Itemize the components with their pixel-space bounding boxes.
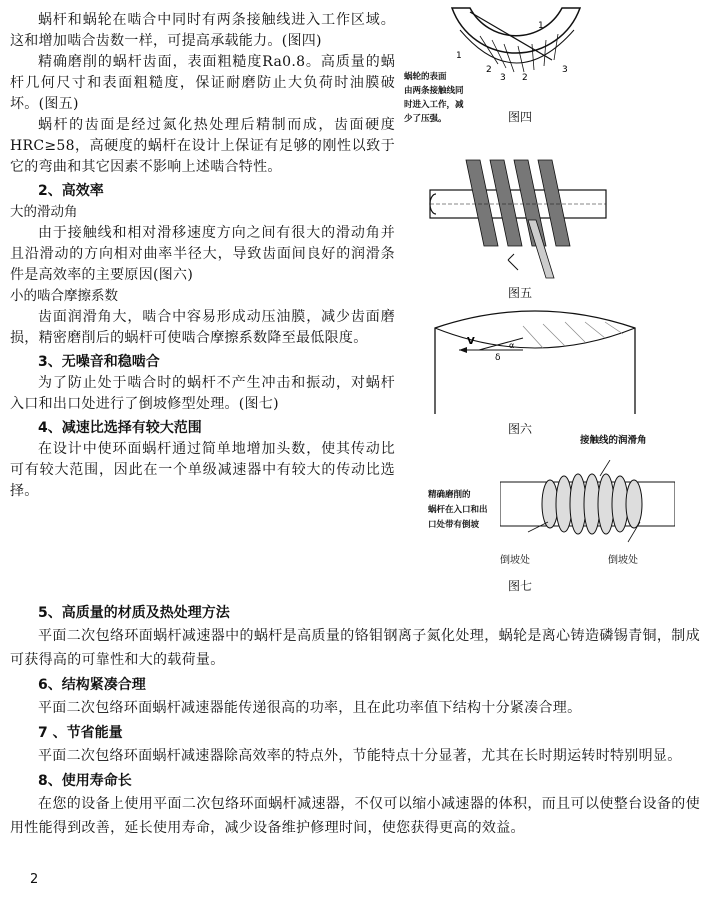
fig6-label: δ bbox=[495, 353, 501, 363]
fig4-label: 2 bbox=[522, 73, 528, 83]
section-heading: 6、结构紧凑合理 bbox=[38, 677, 146, 693]
section-heading: 7 、节省能量 bbox=[38, 725, 123, 741]
paragraph: 由于接触线和相对滑移速度方向之间有很大的滑动角并且沿滑动的方向相对曲率半径大，导致齿面间良好的润滑条件是高效率的主要原因(图六) bbox=[10, 225, 395, 283]
fig4-label: 3 bbox=[500, 73, 506, 83]
fig7-left-label: 倒坡处 bbox=[500, 555, 530, 566]
fig4-label: 1 bbox=[538, 21, 544, 31]
section-heading: 4、减速比选择有较大范围 bbox=[38, 420, 202, 436]
section-heading: 3、无噪音和稳啮合 bbox=[38, 354, 160, 370]
paragraph: 齿面润滑角大，啮合中容易形成动压油膜，减少齿面磨损，精密磨削后的蜗杆可使啮合摩擦系数降至最低限度。 bbox=[10, 309, 395, 346]
fig7-caption: 图七 bbox=[508, 579, 533, 593]
fig6-label: V bbox=[467, 336, 475, 347]
fig5-caption: 图五 bbox=[508, 286, 533, 300]
figure-5-worm-shaft bbox=[428, 150, 608, 280]
sub-heading: 小的啮合摩擦系数 bbox=[10, 288, 118, 304]
paragraph: 蜗杆和蜗轮在啮合中同时有两条接触线进入工作区域。这和增加啮合齿数一样，可提高承载能力。(图四) bbox=[10, 12, 395, 49]
paragraph: 在设计中使环面蜗杆通过简单地增加头数，使其传动比可有较大范围，因此在一个单级减速器中有较大的传动比选择。 bbox=[10, 441, 395, 499]
fig7-right-label: 倒坡处 bbox=[608, 555, 638, 566]
full-width-text bbox=[10, 600, 700, 840]
fig4-label: 3 bbox=[562, 65, 568, 75]
sub-heading: 大的滑动角 bbox=[10, 204, 78, 220]
fig4-label: 2 bbox=[486, 65, 492, 75]
fig7-top-label: 接触线的润滑角 bbox=[580, 435, 647, 446]
fig4-caption: 图四 bbox=[508, 110, 533, 124]
paragraph: 平面二次包络环面蜗杆减速器中的蜗杆是高质量的铬钼钢离子氮化处理，蜗轮是离心铸造磷锡青铜，制成可获得高的可靠性和大的载荷量。 bbox=[10, 628, 700, 668]
section-heading: 8、使用寿命长 bbox=[38, 773, 132, 789]
fig7-note: 精确磨削的 蜗杆在入口和出 口处带有倒坡 bbox=[428, 490, 488, 530]
page-number: 2 bbox=[30, 872, 39, 887]
section-heading: 2、高效率 bbox=[38, 183, 104, 199]
fig4-label: 1 bbox=[456, 51, 462, 61]
section-heading: 5、高质量的材质及热处理方法 bbox=[38, 605, 230, 621]
paragraph: 精确磨削的蜗杆齿面，表面粗糙度Ra0.8。高质量的蜗杆几何尺寸和表面粗糙度，保证耐磨防止大负荷时油膜破坏。(图五) bbox=[10, 54, 395, 112]
paragraph: 平面二次包络环面蜗杆减速器除高效率的特点外，节能特点十分显著，尤其在长时期运转时特别明显。 bbox=[38, 748, 682, 764]
figure-6-sliding-angle bbox=[433, 308, 638, 416]
paragraph: 为了防止处于啮合时的蜗杆不产生冲击和振动，对蜗杆入口和出口处进行了倒坡修型处理。(图七) bbox=[10, 375, 395, 412]
paragraph: 蜗杆的齿面是经过氮化热处理后精制而成，齿面硬度HRC≥58，高硬度的蜗杆在设计上保证有足够的刚性以致于它的弯曲和其它因素不影响上述啮合特性。 bbox=[10, 117, 395, 175]
fig6-label: α bbox=[509, 341, 515, 350]
fig4-note: 蜗轮的表面 由两条接触线同 时进入工作，减 少了压强。 bbox=[404, 72, 464, 124]
paragraph: 平面二次包络环面蜗杆减速器能传递很高的功率，且在此功率值下结构十分紧凑合理。 bbox=[38, 700, 582, 716]
figure-7-worm-chamfer bbox=[500, 460, 675, 548]
paragraph: 在您的设备上使用平面二次包络环面蜗杆减速器，不仅可以缩小减速器的体积，而且可以使整台设备的使用性能得到改善，延长使用寿命，减少设备维护修理时间，使您获得更高的效益。 bbox=[10, 796, 700, 836]
fig6-caption: 图六 bbox=[508, 422, 533, 436]
left-text-column bbox=[10, 10, 395, 502]
